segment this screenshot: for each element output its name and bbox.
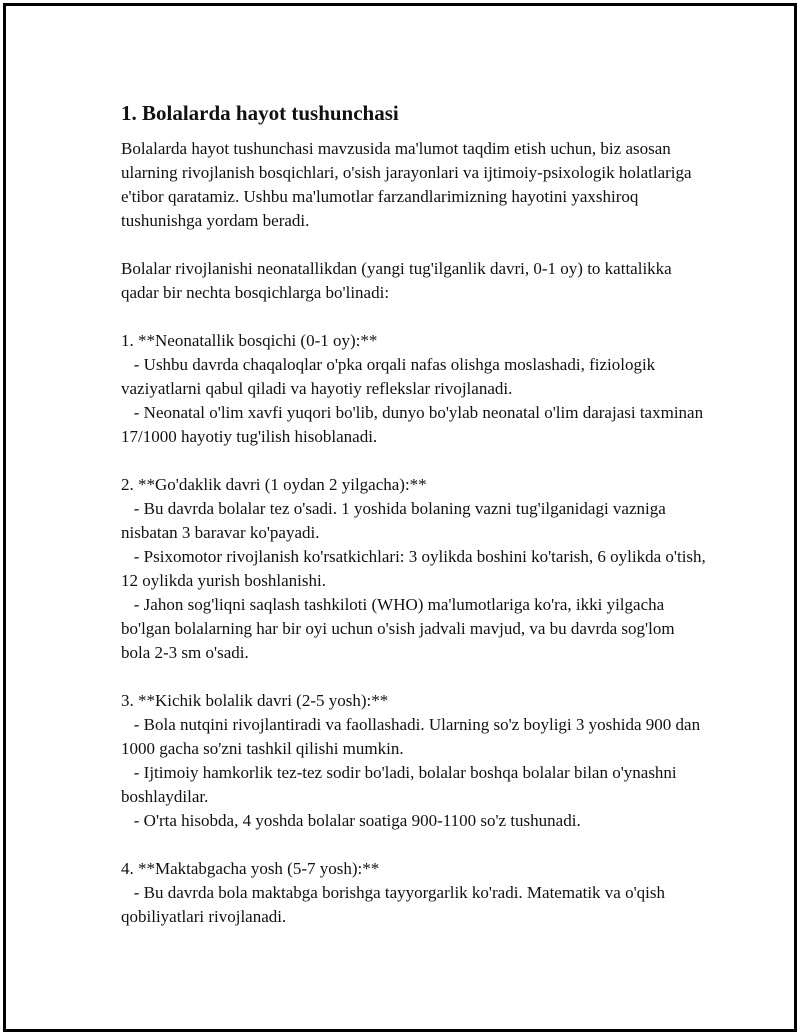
stage-point: - O'rta hisobda, 4 yoshda bolalar soatiga 900-1100 so'z tushunadi. <box>121 811 581 830</box>
stage-section-4 <box>121 857 706 929</box>
document-body <box>121 99 711 929</box>
stage-section-2 <box>121 473 711 665</box>
stage-section-1 <box>121 329 706 449</box>
spacer <box>121 449 706 473</box>
spacer <box>121 233 706 257</box>
stage-title: 1. **Neonatallik bosqichi (0-1 oy):** <box>121 331 378 350</box>
stage-title: 4. **Maktabgacha yosh (5-7 yosh):** <box>121 859 380 878</box>
stage-point: - Psixomotor rivojlanish ko'rsatkichlari: 3 oylikda boshini ko'tarish, 6 oylikda o'tish, 12 oylikda yurish boshlanishi. <box>121 547 711 590</box>
spacer <box>121 833 706 857</box>
stage-point: - Bu davrda bola maktabga borishga tayyorgarlik ko'radi. Matematik va o'qish qobiliyatlari rivojlanadi. <box>121 883 670 926</box>
page-frame <box>3 3 797 1032</box>
stage-title: 2. **Go'daklik davri (1 oydan 2 yilgacha):** <box>121 475 427 494</box>
spacer <box>121 305 706 329</box>
stage-title: 3. **Kichik bolalik davri (2-5 yosh):** <box>121 691 389 710</box>
stage-point: - Bola nutqini rivojlantiradi va faollashadi. Ularning so'z boyligi 3 yoshida 900 dan 1000 gacha so'zni tashkil qilishi mumkin. <box>121 715 705 758</box>
stage-section-3 <box>121 689 706 833</box>
overview-paragraph: Bolalar rivojlanishi neonatallikdan (yangi tug'ilganlik davri, 0-1 oy) to kattalikka qadar bir nechta bosqichlarga bo'linadi: <box>121 259 676 302</box>
page-title: 1. Bolalarda hayot tushunchasi <box>121 101 399 125</box>
intro-paragraph: Bolalarda hayot tushunchasi mavzusida ma'lumot taqdim etish uchun, biz asosan ularning rivojlanish bosqichlari, o'sish jarayonlari va ijtimoiy-psixologik holatlariga e'tibor qaratamiz. Ushbu ma'lumotlar farzandlarimizning hayotini yaxshiroq tushunishga yordam beradi. <box>121 139 696 230</box>
stage-point: - Ijtimoiy hamkorlik tez-tez sodir bo'ladi, bolalar boshqa bolalar bilan o'ynashni boshlaydilar. <box>121 763 681 806</box>
stage-point: - Jahon sog'liqni saqlash tashkiloti (WHO) ma'lumotlariga ko'ra, ikki yilgacha bo'lgan bolalarning har bir oyi uchun o'sish jadvali mavjud, va bu davrda sog'lom bola 2-3 sm o'sadi. <box>121 595 679 662</box>
stage-point: - Ushbu davrda chaqaloqlar o'pka orqali nafas olishga moslashadi, fiziologik vaziyatlarni qabul qiladi va hayotiy reflekslar rivojlanadi. <box>121 355 660 398</box>
spacer <box>121 665 706 689</box>
stage-point: - Neonatal o'lim xavfi yuqori bo'lib, dunyo bo'ylab neonatal o'lim darajasi taxminan 17/1000 hayotiy tug'ilish hisoblanadi. <box>121 403 708 446</box>
stage-point: - Bu davrda bolalar tez o'sadi. 1 yoshida bolaning vazni tug'ilganidagi vazniga nisbatan 3 baravar ko'payadi. <box>121 499 671 542</box>
